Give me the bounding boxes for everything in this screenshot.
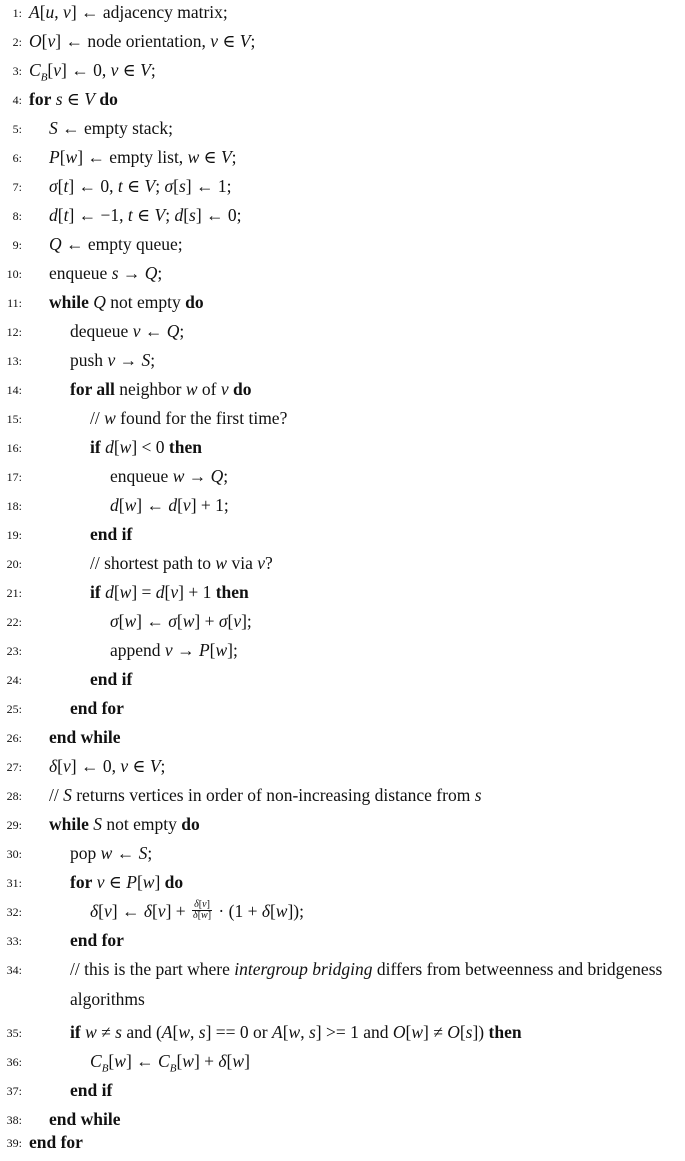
algorithm-line xyxy=(0,31,685,60)
line-number: 1: xyxy=(12,6,22,20)
line-number: 27: xyxy=(6,760,22,774)
algorithm-line xyxy=(0,176,685,205)
algorithm-line xyxy=(0,379,685,408)
line-number: 23: xyxy=(6,644,22,658)
line-number: 31: xyxy=(6,876,22,890)
code-line: d[w] ← d[v] + 1; xyxy=(110,495,229,515)
algorithm-line xyxy=(0,698,685,727)
code-line: end if xyxy=(90,524,133,544)
code-line: $C_B[v]$ ← 0, v ∈ V; xyxy=(29,60,156,84)
line-number: 34: xyxy=(6,963,22,977)
line-number: 3: xyxy=(12,64,22,78)
code-comment: // shortest path to w via v? xyxy=(90,553,273,573)
code-comment: // w found for the first time? xyxy=(90,408,288,428)
algorithm-line xyxy=(0,321,685,350)
algorithm-line xyxy=(0,959,685,1017)
line-number: 8: xyxy=(12,209,22,223)
code-line: if w ≠ s and (A[w, s] == 0 or A[w, s] >= 1 and O[w] ≠ O[s]) then xyxy=(70,1022,522,1042)
code-line: $C_B[w]$ ← $C_B[w] + \delta[w]$ xyxy=(90,1051,250,1075)
algorithm-line xyxy=(0,2,685,31)
line-number: 28: xyxy=(6,789,22,803)
line-number: 39: xyxy=(6,1136,22,1150)
line-number: 30: xyxy=(6,847,22,861)
algorithm-line xyxy=(0,582,685,611)
line-number: 7: xyxy=(12,180,22,194)
algorithm-line xyxy=(0,118,685,147)
line-number: 22: xyxy=(6,615,22,629)
algorithm-line xyxy=(0,1051,685,1080)
line-number: 26: xyxy=(6,731,22,745)
line-number: 33: xyxy=(6,934,22,948)
line-number: 4: xyxy=(12,93,22,107)
algorithm-line xyxy=(0,60,685,89)
code-line: end while xyxy=(49,727,121,747)
line-number: 18: xyxy=(6,499,22,513)
algorithm-line xyxy=(0,408,685,437)
code-line: end for xyxy=(70,698,124,718)
line-number: 24: xyxy=(6,673,22,687)
line-number: 13: xyxy=(6,354,22,368)
code-line: for all neighbor w of v do xyxy=(70,379,252,399)
code-line: σ[w] ← σ[w] + σ[v]; xyxy=(110,611,252,631)
code-line: while Q not empty do xyxy=(49,292,204,312)
algorithm-line xyxy=(0,147,685,176)
line-number: 16: xyxy=(6,441,22,455)
code-comment: // this is the part where intergroup bridging differs from betweenness and bridgeness algorithms xyxy=(70,959,663,1009)
line-number: 36: xyxy=(6,1055,22,1069)
line-number: 12: xyxy=(6,325,22,339)
code-line: dequeue v ← Q; xyxy=(70,321,185,341)
code-line: for s ∈ V do xyxy=(29,89,118,109)
algorithm-line xyxy=(0,350,685,379)
algorithm-line xyxy=(0,524,685,553)
code-line: while S not empty do xyxy=(49,814,200,834)
line-number: 25: xyxy=(6,702,22,716)
line-number: 32: xyxy=(6,905,22,919)
code-line: if d[w] = d[v] + 1 then xyxy=(90,582,249,602)
code-line: end while xyxy=(49,1109,121,1129)
line-number: 5: xyxy=(12,122,22,136)
line-number: 14: xyxy=(6,383,22,397)
line-number: 38: xyxy=(6,1113,22,1127)
code-line: end for xyxy=(29,1132,83,1152)
algorithm-line xyxy=(0,205,685,234)
algorithm-line xyxy=(0,437,685,466)
fraction: $\frac{\delta[v]}{\delta[w]}$ xyxy=(193,898,212,922)
code-line: δ[v] ← δ[v] + $\frac{\delta[v]}{\delta[w]}$ · (1 + δ[w]); xyxy=(90,898,305,922)
code-line: if d[w] < 0 then xyxy=(90,437,202,457)
code-line: end if xyxy=(70,1080,113,1100)
algorithm-line xyxy=(0,495,685,524)
code-line: A[u, v] ← adjacency matrix; xyxy=(29,2,228,22)
algorithm-line xyxy=(0,785,685,814)
code-line: enqueue s → Q; xyxy=(49,263,163,283)
code-line: S ← empty stack; xyxy=(49,118,173,138)
line-number: 19: xyxy=(6,528,22,542)
code-line: end if xyxy=(90,669,133,689)
line-number: 37: xyxy=(6,1084,22,1098)
code-line: append v → P[w]; xyxy=(110,640,238,660)
code-line: d[t] ← −1, t ∈ V; d[s] ← 0; xyxy=(49,205,242,225)
code-line: pop w ← S; xyxy=(70,843,153,863)
algorithm-line xyxy=(0,292,685,321)
code-line: O[v] ← node orientation, v ∈ V; xyxy=(29,31,256,51)
algorithm-line xyxy=(0,872,685,901)
line-number: 6: xyxy=(12,151,22,165)
code-line: for v ∈ P[w] do xyxy=(70,872,184,892)
algorithm-line xyxy=(0,89,685,118)
code-line: σ[t] ← 0, t ∈ V; σ[s] ← 1; xyxy=(49,176,232,196)
algorithm-line xyxy=(0,553,685,582)
code-line: P[w] ← empty list, w ∈ V; xyxy=(49,147,237,167)
line-number: 20: xyxy=(6,557,22,571)
algorithm-line xyxy=(0,898,685,930)
code-line: δ[v] ← 0, v ∈ V; xyxy=(49,756,166,776)
algorithm-line xyxy=(0,756,685,785)
algorithm-line xyxy=(0,669,685,698)
line-number: 17: xyxy=(6,470,22,484)
code-line: enqueue w → Q; xyxy=(110,466,229,486)
algorithm-line xyxy=(0,843,685,872)
algorithm-line xyxy=(0,1022,685,1051)
line-number: 29: xyxy=(6,818,22,832)
code-comment: // S returns vertices in order of non-increasing distance from s xyxy=(49,785,482,805)
algorithm-line xyxy=(0,1080,685,1109)
line-number: 35: xyxy=(6,1026,22,1040)
line-number: 21: xyxy=(6,586,22,600)
algorithm-line xyxy=(0,640,685,669)
algorithm-line xyxy=(0,234,685,263)
line-number: 15: xyxy=(6,412,22,426)
line-number: 11: xyxy=(7,296,22,310)
code-line: end for xyxy=(70,930,124,950)
code-line: Q ← empty queue; xyxy=(49,234,183,254)
line-number: 2: xyxy=(12,35,22,49)
line-number: 9: xyxy=(12,238,22,252)
algorithm-line xyxy=(0,611,685,640)
algorithm-line xyxy=(0,263,685,292)
algorithm-line xyxy=(0,727,685,756)
line-number: 10: xyxy=(6,267,22,281)
algorithm-line xyxy=(0,466,685,495)
algorithm-line xyxy=(0,814,685,843)
code-line: push v → S; xyxy=(70,350,156,370)
